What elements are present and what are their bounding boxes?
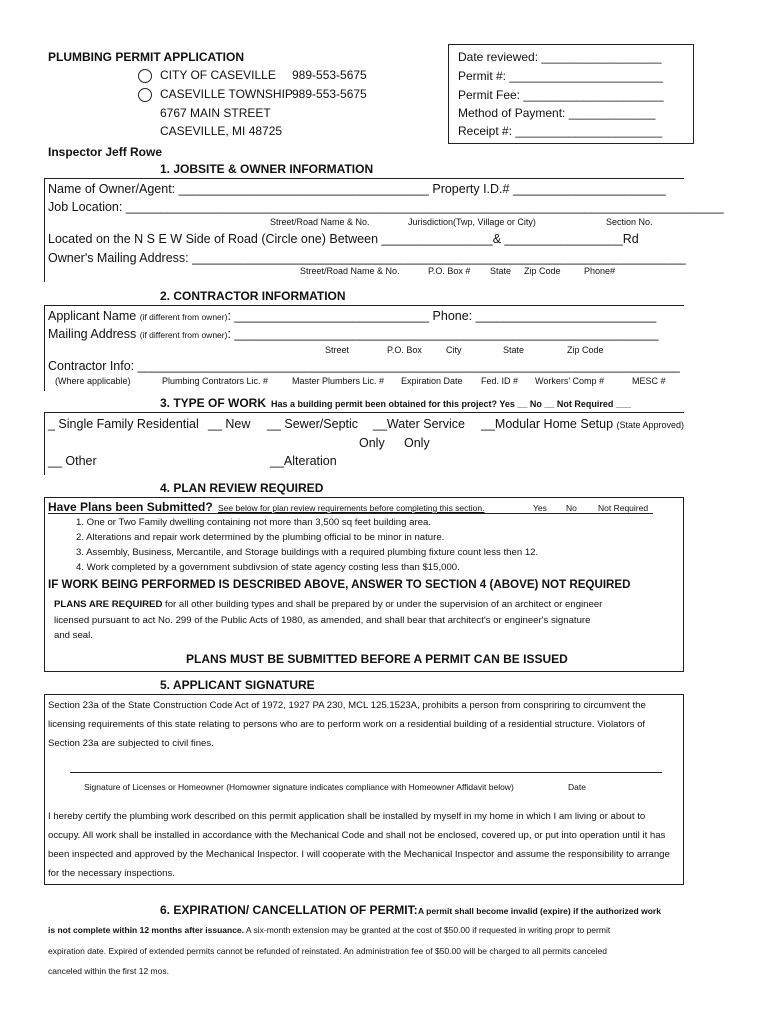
expiration-line3: canceled within the first 12 mos.	[48, 966, 169, 976]
owner-field[interactable]: Name of Owner/Agent: ____________________________________ Property I.D.# ______________________	[48, 182, 666, 196]
applicant-mailing-field[interactable]	[48, 327, 658, 341]
plans-submitted-question: Have Plans been Submitted?	[48, 500, 213, 514]
permit-number-field[interactable]: Permit #: _______________________	[458, 69, 663, 83]
plans-yes-option[interactable]: Yes	[533, 503, 547, 513]
plan-item-2: 2. Alterations and repair work determined by the plumbing official to be minor in nature.	[76, 532, 445, 543]
plan-item-3: 3. Assembly, Business, Mercantile, and Storage buildings with a required plumbing fixture count less then 12.	[76, 547, 539, 558]
mail-phone-sublabel: Phone#	[584, 266, 616, 276]
payment-method-field[interactable]: Method of Payment: _____________	[458, 106, 656, 120]
c-pobox-sublabel: P.O. Box	[387, 345, 422, 355]
city-phone: 989-553-5675	[292, 68, 367, 82]
plans-question-underline	[48, 513, 653, 514]
job-location-field[interactable]: Job Location: ______________________________________________________________________________________	[48, 200, 724, 214]
city-label: CITY OF CASEVILLE	[160, 68, 276, 82]
other-option[interactable]: __ Other	[48, 454, 97, 468]
plans-must-notice: PLANS MUST BE SUBMITTED BEFORE A PERMIT CAN BE ISSUED	[186, 652, 568, 666]
receipt-field[interactable]: Receipt #: ______________________	[458, 124, 663, 138]
mail-pobox-sublabel: P.O. Box #	[428, 266, 471, 276]
c-street-sublabel: Street	[325, 345, 350, 355]
expiration-sublabel: Expiration Date	[401, 376, 463, 386]
plans-not-required-option[interactable]: Not Required	[598, 503, 649, 513]
section-no-sublabel: Section No.	[606, 217, 653, 227]
signature-line[interactable]	[70, 772, 662, 773]
sewer-septic-option[interactable]: __ Sewer/Septic	[267, 417, 359, 431]
section3-heading: 3. TYPE OF WORK	[160, 396, 267, 410]
applicant-mailing-note: (if different from owner)	[139, 330, 228, 340]
master-lic-sublabel: Master Plumbers Lic. #	[292, 376, 385, 386]
form-title: PLUMBING PERMIT APPLICATION	[48, 50, 244, 64]
modular-home-option[interactable]	[481, 417, 684, 431]
where-applicable-sublabel: (Where applicable)	[55, 376, 131, 386]
single-family-option[interactable]: _ Single Family Residential	[48, 417, 199, 431]
c-zip-sublabel: Zip Code	[567, 345, 604, 355]
building-permit-question[interactable]: Has a building permit been obtained for this project? Yes __ No __ Not Required ___	[271, 399, 631, 409]
permit-fee-field[interactable]: Permit Fee: _____________________	[458, 88, 664, 102]
signature-label: Signature of Licenses or Homeowner (Homowner signature indicates compliance with Homeowner Affidavit below)	[84, 782, 514, 792]
located-on-field[interactable]: Located on the N S E W Side of Road (Circle one) Between ________________& _________________Rd	[48, 232, 639, 246]
owner-mailing-field[interactable]: Owner's Mailing Address: _______________________________________________________________________	[48, 251, 686, 265]
mail-street-sublabel: Street/Road Name & No.	[300, 266, 400, 276]
applicant-mailing-line: : _____________________________________________________________	[227, 327, 659, 341]
expiration-lead: A permit shall become invalid (expire) if the authorized work	[418, 906, 661, 916]
c-city-sublabel: City	[446, 345, 462, 355]
plans-required-line3: and seal.	[54, 630, 93, 641]
water-only-label: Only	[404, 436, 430, 450]
applicant-name-field[interactable]	[48, 309, 656, 323]
township-phone: 989-553-5675	[292, 87, 367, 101]
section1-heading: 1. JOBSITE & OWNER INFORMATION	[160, 162, 374, 176]
mesc-sublabel: MESC #	[632, 376, 666, 386]
plan-item-1: 1. One or Two Family dwelling containing not more than 3,500 sq feet building area.	[76, 517, 432, 528]
expiration-line1-rest: A six-month extension may be granted at the cost of $50.00 if requested in writing propr to permit	[244, 925, 611, 935]
street-sublabel: Street/Road Name & No.	[270, 217, 370, 227]
c-state-sublabel: State	[503, 345, 525, 355]
expiration-line1	[48, 925, 610, 935]
section4-heading: 4. PLAN REVIEW REQUIRED	[160, 481, 324, 495]
applicant-name-line: : ____________________________ Phone: __________________________	[227, 309, 657, 323]
date-reviewed-field[interactable]: Date reviewed: __________________	[458, 50, 662, 64]
water-service-option[interactable]: __Water Service	[373, 417, 465, 431]
modular-home-label: __Modular Home Setup	[481, 417, 614, 431]
address-line2: CASEVILLE, MI 48725	[160, 124, 283, 138]
date-label: Date	[568, 782, 586, 792]
plans-required-bold: PLANS ARE REQUIRED	[54, 599, 163, 610]
contractor-info-field[interactable]: Contractor Info: ______________________________________________________________________________	[48, 359, 680, 373]
address-line1: 6767 MAIN STREET	[160, 106, 271, 120]
modular-home-note: (State Approved)	[616, 420, 685, 430]
township-label: CASEVILLE TOWNSHIP	[160, 87, 293, 101]
workers-comp-sublabel: Workers' Comp #	[535, 376, 605, 386]
fed-id-sublabel: Fed. ID #	[481, 376, 519, 386]
applicant-mailing-label: Mailing Address	[48, 327, 137, 341]
inspector-name: Inspector Jeff Rowe	[48, 145, 163, 159]
plans-required-line1	[54, 599, 602, 610]
mail-zip-sublabel: Zip Code	[524, 266, 561, 276]
certification-paragraph: I hereby certify the plumbing work described on this permit application shall be installed by myself in my home in which I am living or about to occupy. All work shall be installed in accordance with the Mechanical Code and shall not be enclosed, covered up, or put into operation until it has been inspected and approved by the Mechanical Inspector. I will cooperate with the Mechanical Inspector and assume the responsibility to arrange for the necessary inspections.	[48, 811, 670, 879]
section2-heading: 2. CONTRACTOR INFORMATION	[160, 289, 346, 303]
plan-item-4: 4. Work completed by a government subdivsion of state agency costing less than $15,000.	[76, 562, 460, 573]
civil-fines-paragraph: Section 23a of the State Construction Code Act of 1972, 1927 PA 230, MCL 125.1523A, prohibits a person from conspriring to circumvent the licensing requirements of this state relating to persons who are to perform work on a residential building of a residential structure. Violators of Section 23a are subjected to civil fines.	[48, 700, 646, 749]
jurisdiction-sublabel: Jurisdiction(Twp, Village or City)	[408, 217, 536, 227]
expiration-line1-bold: is not complete within 12 months after issuance.	[48, 925, 245, 935]
township-radio[interactable]	[138, 88, 152, 102]
section6-heading: 6. EXPIRATION/ CANCELLATION OF PERMIT:	[160, 903, 418, 917]
plans-no-option[interactable]: No	[566, 503, 577, 513]
section5-heading: 5. APPLICANT SIGNATURE	[160, 678, 315, 692]
plans-required-text1: for all other building types and shall be prepared by or under the supervision of an architect or engineer	[162, 599, 603, 610]
city-radio[interactable]	[138, 69, 152, 83]
plumbing-lic-sublabel: Plumbing Contrators Lic. #	[162, 376, 269, 386]
plans-required-line2: licensed pursuant to act No. 299 of the Public Acts of 1980, as amended, and shall bear that architect's or engineer's signature	[54, 615, 591, 626]
expiration-line2: expiration date. Expired of extended permits cannot be refunded of reinstated. An administration fee of $50.00 will be charged to all permits canceled	[48, 946, 607, 956]
mail-state-sublabel: State	[490, 266, 512, 276]
applicant-name-label: Applicant Name	[48, 309, 137, 323]
sewer-only-label: Only	[359, 436, 385, 450]
applicant-name-note: (if different from owner)	[139, 312, 228, 322]
if-work-notice: IF WORK BEING PERFORMED IS DESCRIBED ABOVE, ANSWER TO SECTION 4 (ABOVE) NOT REQUIRED	[48, 578, 631, 591]
new-option[interactable]: __ New	[208, 417, 251, 431]
alteration-option[interactable]: __Alteration	[270, 454, 337, 468]
plan-review-note: See below for plan review requirements before completing this section.	[218, 503, 485, 513]
